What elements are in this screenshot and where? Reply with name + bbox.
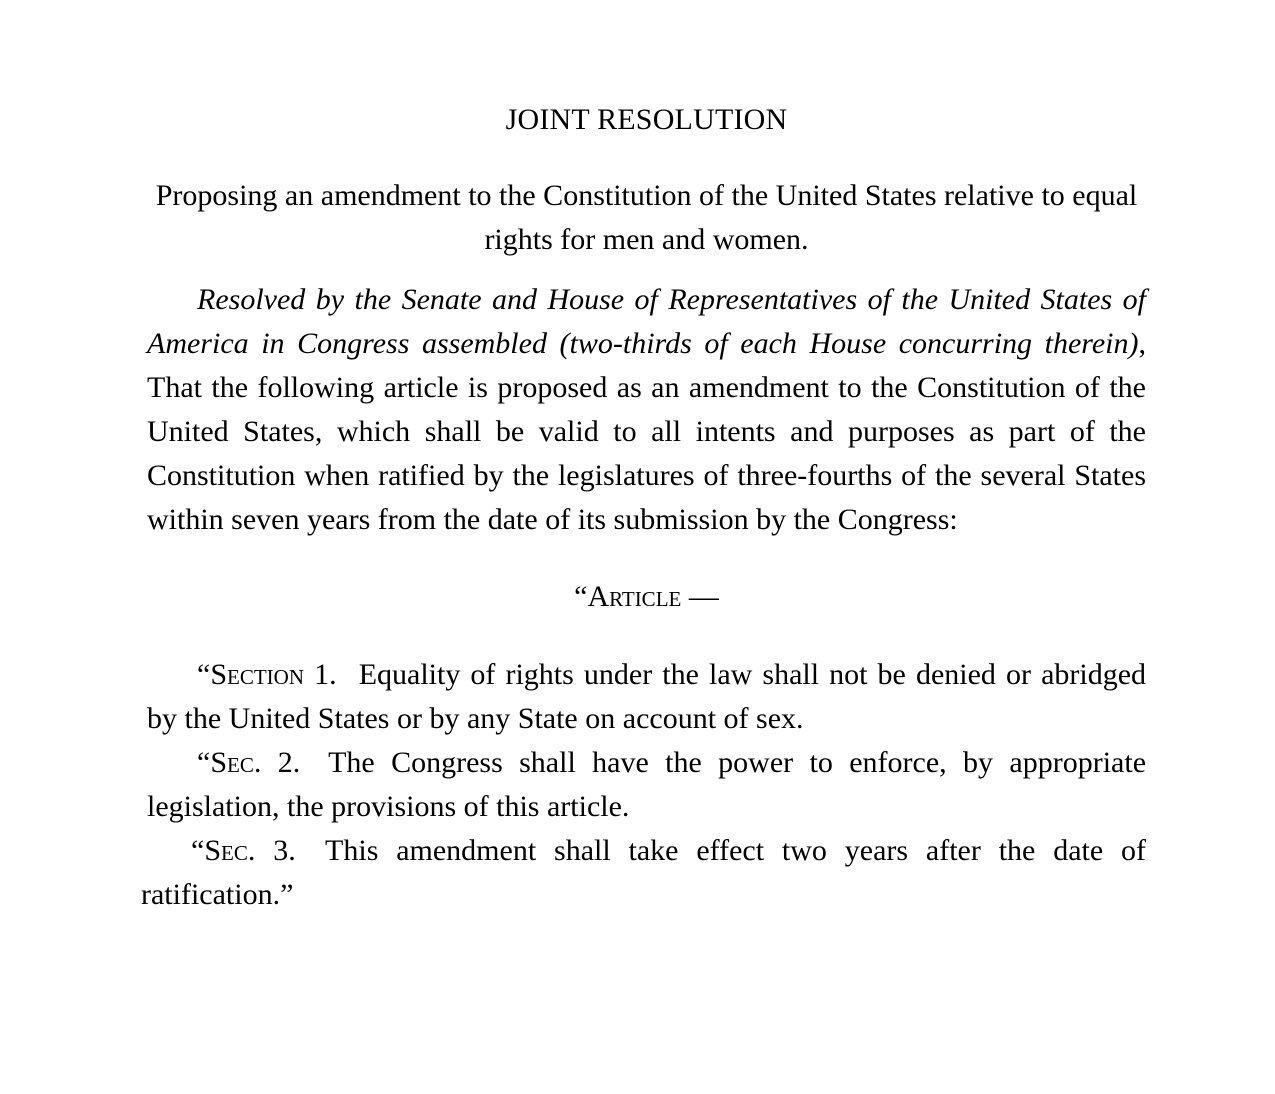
section-2-text: The Congress shall have the power to enforce, by appropriate legislation, the provisions of this article. bbox=[147, 746, 1147, 823]
resolving-clause-body: , That the following article is proposed as an amendment to the Constitution of the United States, which shall be valid to all intents and purposes as part of the Constitution when ratified by the legislatures of three-fourths of the several States within seven years from the date of its submission by the Congress: bbox=[147, 327, 1146, 536]
section-1-number: 1. bbox=[304, 658, 337, 691]
section-2-number: . 2. bbox=[253, 746, 301, 779]
article-label: Article bbox=[587, 580, 682, 613]
section-3-number: . 3. bbox=[247, 834, 296, 867]
document-page bbox=[141, 100, 1147, 917]
section-1-open-quote: “ bbox=[197, 658, 211, 691]
resolving-clause-italic: Resolved by the Senate and House of Representatives of the United States of America in Congress assembled (two-thirds of each House concurring therein) bbox=[147, 283, 1146, 360]
resolving-clause bbox=[147, 278, 1146, 542]
section-1 bbox=[147, 653, 1146, 741]
section-1-text: Equality of rights under the law shall not be denied or abridged by the United States or by any State on account of sex. bbox=[147, 658, 1147, 735]
section-3-open-quote: “ bbox=[191, 834, 205, 867]
section-2 bbox=[147, 741, 1146, 829]
document-subtitle: Proposing an amendment to the Constitution of the United States relative to equal rights for men and women. bbox=[155, 179, 1138, 256]
section-1-label: Section bbox=[210, 658, 304, 691]
article-heading bbox=[147, 577, 1146, 617]
section-2-open-quote: “ bbox=[197, 746, 211, 779]
article-open-quote: “ bbox=[574, 580, 588, 613]
article-dash: — bbox=[681, 580, 719, 613]
document-title: JOINT RESOLUTION bbox=[505, 103, 788, 136]
section-3-label: Sec bbox=[204, 834, 248, 867]
section-2-label: Sec bbox=[210, 746, 254, 779]
section-3 bbox=[141, 829, 1146, 917]
section-3-text: This amendment shall take effect two years after the date of ratification.” bbox=[141, 834, 1147, 911]
